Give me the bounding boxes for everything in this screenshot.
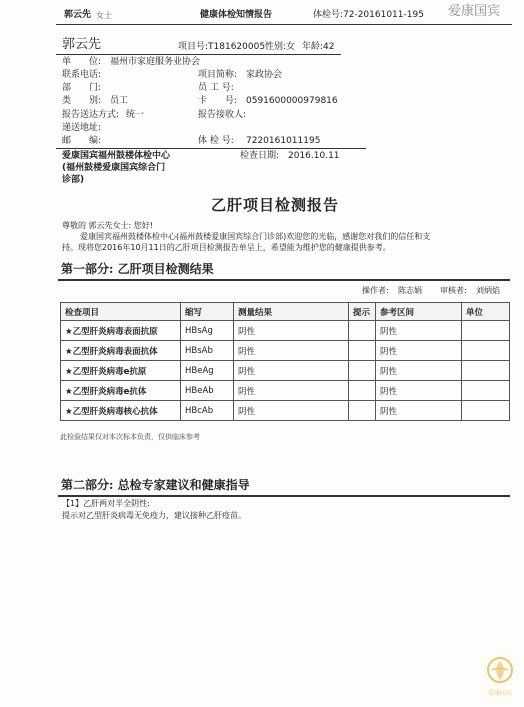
cell-item: ★乙型肝炎病毒表面抗原 bbox=[61, 321, 181, 341]
report-para2: 持。现将您2016年10月11日的乙肝项目检测报告单呈上，希望能为维护您的健康提供参考。 bbox=[62, 243, 391, 252]
info-rule bbox=[56, 148, 366, 149]
results-table bbox=[60, 302, 510, 421]
info-delivery: 统一 bbox=[126, 110, 145, 120]
cell-unit bbox=[462, 361, 510, 381]
part1-note: 此检验结果仅对本次标本负责，仅供临床参考 bbox=[60, 433, 200, 441]
cell-ref: 阴性 bbox=[376, 381, 462, 401]
cell-item: ★乙型肝炎病毒核心抗体 bbox=[61, 401, 181, 421]
header-name: 郭云先 bbox=[64, 10, 92, 20]
part1-title: 第一部分: 乙肝项目检测结果 bbox=[61, 262, 214, 276]
cell-ref: 阴性 bbox=[376, 321, 462, 341]
part2-title: 第二部分: 总检专家建议和健康指导 bbox=[61, 478, 250, 492]
part2-item1-text: 提示对乙型肝炎病毒无免疫力，建议接种乙肝疫苗。 bbox=[62, 511, 246, 520]
patient-rule bbox=[56, 54, 341, 55]
header-rule bbox=[56, 24, 512, 25]
cell-result: 阴性 bbox=[234, 381, 349, 401]
header-exam-no: 72-20161011-195 bbox=[343, 10, 424, 20]
cell-hint bbox=[349, 361, 376, 381]
footer-logo-text: 爱康国宾 bbox=[487, 690, 512, 697]
info-unit-label: 单 位: bbox=[62, 57, 102, 67]
cell-hint bbox=[349, 341, 376, 361]
report-greeting: 尊敬的 郭云先女士: 您好! bbox=[62, 221, 153, 230]
center-date-label: 检查日期: bbox=[240, 151, 280, 161]
cell-ref: 阴性 bbox=[376, 401, 462, 421]
report-para1: 爱康国宾福州鼓楼体检中心(福州鼓楼爱康国宾综合门诊部)欢迎您的光临，感谢您对我们的信任和支 bbox=[80, 232, 431, 241]
col-ref-header: 参考区间 bbox=[376, 303, 462, 321]
part1-reviewer: 刘炳焰 bbox=[476, 286, 500, 295]
report-title: 乙肝项目检测报告 bbox=[211, 196, 340, 214]
info-project-name-label: 项目简称: bbox=[198, 70, 238, 80]
header-brand: 爱康国宾 bbox=[448, 4, 501, 19]
info-exam-no-label: 体 检 号: bbox=[198, 136, 234, 146]
center-date: 2016.10.11 bbox=[288, 151, 340, 161]
part1-reviewer-label: 审核者: bbox=[440, 286, 467, 295]
patient-sex: 性别:女 bbox=[265, 42, 296, 52]
cell-result: 阴性 bbox=[234, 401, 349, 421]
patient-age: 年龄:42 bbox=[302, 42, 335, 52]
part2-rule bbox=[58, 495, 510, 497]
info-post-label: 邮 编: bbox=[62, 136, 102, 146]
center-line3: 诊部) bbox=[62, 175, 85, 185]
cell-ref: 阴性 bbox=[376, 341, 462, 361]
cell-abbr: HBeAb bbox=[181, 381, 234, 401]
info-card: 0591600000979816 bbox=[246, 96, 338, 106]
header-gender: 女士 bbox=[96, 11, 112, 20]
cell-hint bbox=[349, 401, 376, 421]
col-hint-header: 提示 bbox=[349, 303, 376, 321]
col-unit-header: 单位 bbox=[462, 303, 510, 321]
cell-item: ★乙型肝炎病毒e抗体 bbox=[61, 381, 181, 401]
cell-result: 阴性 bbox=[234, 361, 349, 381]
patient-project-no: 项目号:T181620005 bbox=[178, 42, 266, 52]
info-employee-no-label: 员 工 号: bbox=[198, 83, 234, 93]
table-row bbox=[61, 321, 510, 341]
cell-unit bbox=[462, 321, 510, 341]
cell-result: 阴性 bbox=[234, 341, 349, 361]
footer-logo bbox=[486, 656, 514, 696]
cell-unit bbox=[462, 341, 510, 361]
center-line2: (福州鼓楼爱康国宾综合门 bbox=[62, 163, 166, 173]
info-category: 员工 bbox=[110, 96, 129, 106]
cell-unit bbox=[462, 401, 510, 421]
cell-hint bbox=[349, 321, 376, 341]
cell-unit bbox=[462, 381, 510, 401]
cell-ref: 阴性 bbox=[376, 361, 462, 381]
info-receiver-label: 报告接收人: bbox=[198, 110, 247, 120]
part1-rule bbox=[58, 279, 510, 281]
info-exam-no: 7220161011195 bbox=[246, 136, 321, 146]
info-delivery-label: 报告送达方式: bbox=[62, 110, 120, 120]
info-project-name: 家政协会 bbox=[246, 70, 283, 80]
table-header-row bbox=[61, 303, 510, 321]
cell-abbr: HBsAb bbox=[181, 341, 234, 361]
cell-hint bbox=[349, 381, 376, 401]
info-card-label: 卡 号: bbox=[198, 96, 238, 106]
header-exam-no-label: 体检号: bbox=[313, 10, 344, 20]
logo-emblem-icon bbox=[486, 656, 514, 686]
table-row bbox=[61, 401, 510, 421]
cell-abbr: HBcAb bbox=[181, 401, 234, 421]
col-result-header: 测量结果 bbox=[234, 303, 349, 321]
patient-name: 郭云先 bbox=[62, 37, 102, 52]
part1-operator-label: 操作者: bbox=[362, 286, 389, 295]
center-line1: 爱康国宾福州鼓楼体检中心 bbox=[62, 151, 171, 161]
cell-item: ★乙型肝炎病毒表面抗体 bbox=[61, 341, 181, 361]
cell-item: ★乙型肝炎病毒e抗原 bbox=[61, 361, 181, 381]
cell-result: 阴性 bbox=[234, 321, 349, 341]
table-row bbox=[61, 341, 510, 361]
info-dept-label: 部 门: bbox=[62, 83, 102, 93]
info-unit: 福州市家庭服务业协会 bbox=[110, 57, 201, 67]
part2-item1: 【1】乙肝两对半全阴性: bbox=[62, 499, 150, 508]
part1-operator: 陈志娟 bbox=[398, 286, 422, 295]
table-row bbox=[61, 361, 510, 381]
info-address-label: 递送地址: bbox=[62, 123, 102, 133]
info-phone-label: 联系电话: bbox=[62, 70, 102, 80]
cell-abbr: HBsAg bbox=[181, 321, 234, 341]
col-abbr-header: 缩写 bbox=[181, 303, 234, 321]
table-row bbox=[61, 381, 510, 401]
info-category-label: 类 别: bbox=[62, 96, 102, 106]
cell-abbr: HBeAg bbox=[181, 361, 234, 381]
col-item-header: 检查项目 bbox=[61, 303, 181, 321]
header-title: 健康体检知情报告 bbox=[200, 10, 273, 20]
